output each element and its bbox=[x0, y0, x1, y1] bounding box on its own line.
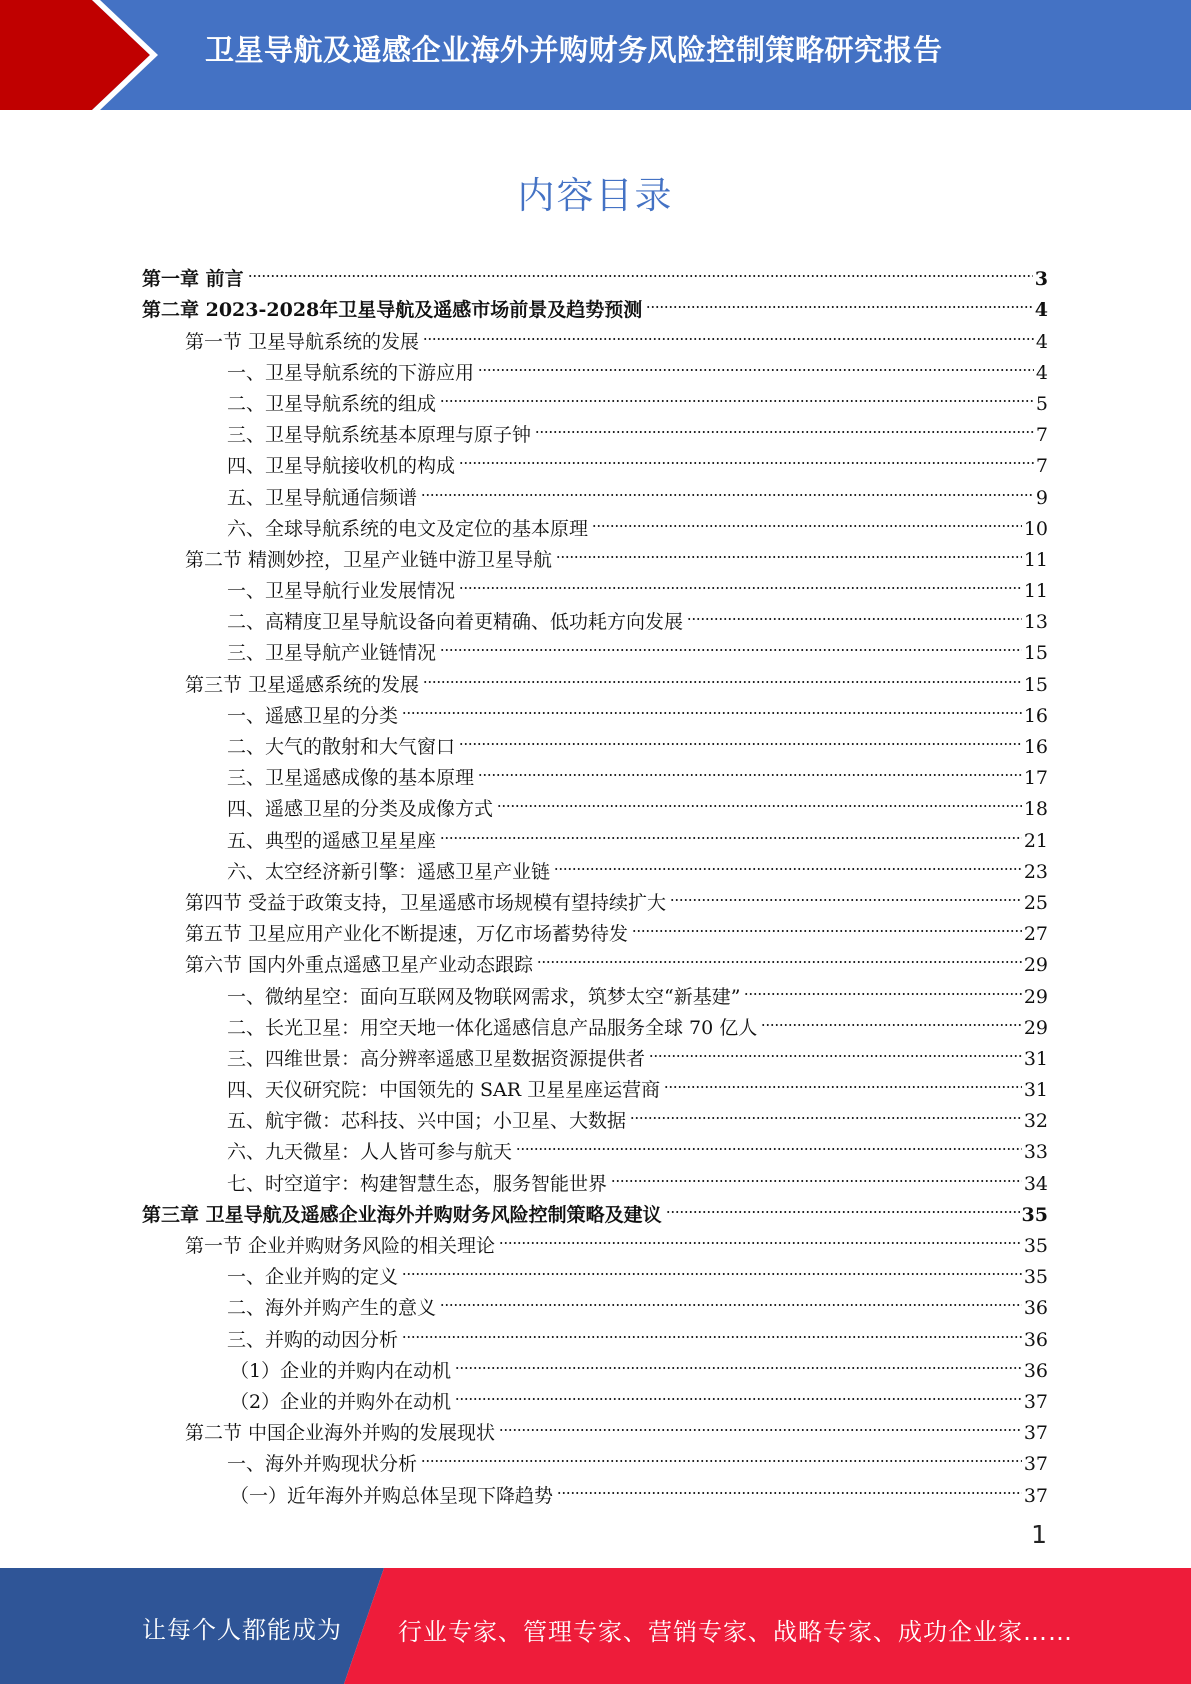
toc-entry-label: 六、全球导航系统的电文及定位的基本原理 bbox=[227, 517, 589, 540]
toc-entry-page: 4 bbox=[1035, 330, 1048, 353]
toc-entry-page: 3 bbox=[1034, 268, 1048, 291]
toc-dot-leader bbox=[455, 1346, 1022, 1377]
toc-entry-label: 第三章 卫星导航及遥感企业海外并购财务风险控制策略及建议 bbox=[142, 1203, 662, 1226]
toc-dot-leader bbox=[423, 316, 1034, 347]
toc-entry-label: 四、卫星导航接收机的构成 bbox=[227, 455, 456, 478]
toc-entry-page: 11 bbox=[1023, 548, 1048, 571]
toc-dot-leader bbox=[744, 971, 1021, 1002]
toc-entry-page: 4 bbox=[1035, 361, 1048, 384]
toc-entry-label: 第五节 卫星应用产业化不断提速，万亿市场蓄势待发 bbox=[185, 923, 629, 946]
toc-dot-leader bbox=[646, 285, 1033, 316]
toc-entry-label: 六、九天微星：人人皆可参与航天 bbox=[227, 1141, 513, 1164]
toc-entry-label: 六、太空经济新引擎：遥感卫星产业链 bbox=[227, 860, 551, 883]
toc-entry-label: 第六节 国内外重点遥感卫星产业动态跟踪 bbox=[185, 954, 534, 977]
toc-entry-label: 一、海外并购现状分析 bbox=[227, 1453, 418, 1476]
toc-entry[interactable] bbox=[142, 285, 1048, 322]
toc-entry-page: 17 bbox=[1023, 767, 1048, 790]
toc-entry-page: 15 bbox=[1023, 642, 1048, 665]
toc-dot-leader bbox=[440, 815, 1022, 846]
footer-slogan-right: 行业专家、管理专家、营销专家、战略专家、成功企业家…… bbox=[398, 1618, 1073, 1646]
toc-entry-label: 二、海外并购产生的意义 bbox=[227, 1297, 437, 1320]
toc-dot-leader bbox=[440, 379, 1034, 410]
toc-dot-leader bbox=[666, 1190, 1020, 1221]
toc-entry-page: 25 bbox=[1023, 891, 1048, 914]
toc-entry-page: 4 bbox=[1034, 299, 1048, 322]
toc-entry-label: 一、遥感卫星的分类 bbox=[227, 704, 399, 727]
toc-entry-label: 七、时空道宇：构建智慧生态，服务智能世界 bbox=[227, 1172, 608, 1195]
toc-entry-page: 16 bbox=[1023, 704, 1048, 727]
toc-entry-label: 二、高精度卫星导航设备向着更精确、低功耗方向发展 bbox=[227, 611, 684, 634]
toc-entry-label: 一、卫星导航系统的下游应用 bbox=[227, 361, 475, 384]
toc-entry-label: 第四节 受益于政策支持，卫星遥感市场规模有望持续扩大 bbox=[185, 891, 667, 914]
toc-entry-page: 34 bbox=[1023, 1172, 1048, 1195]
toc-entry-label: 一、卫星导航行业发展情况 bbox=[227, 580, 456, 603]
toc-entry[interactable] bbox=[142, 254, 1048, 291]
toc-entry-page: 35 bbox=[1021, 1203, 1048, 1226]
toc-dot-leader bbox=[421, 1439, 1022, 1470]
toc-dot-leader bbox=[632, 909, 1022, 940]
toc-entry-page: 36 bbox=[1023, 1297, 1048, 1320]
toc-dot-leader bbox=[497, 784, 1022, 815]
toc-entry-label: 二、长光卫星：用空天地一体化遥感信息产品服务全球 70 亿人 bbox=[227, 1016, 758, 1039]
toc-entry-label: 四、天仪研究院：中国领先的 SAR 卫星星座运营商 bbox=[227, 1079, 661, 1102]
toc-entry-page: 5 bbox=[1035, 392, 1048, 415]
toc-entry-label: 三、并购的动因分析 bbox=[227, 1328, 399, 1351]
toc-entry-label: （一）近年海外并购总体呈现下降趋势 bbox=[230, 1484, 554, 1507]
toc-entry-label: 第一章 前言 bbox=[142, 268, 244, 291]
toc-dot-leader bbox=[499, 1408, 1022, 1439]
toc-entry-label: 五、典型的遥感卫星星座 bbox=[227, 829, 437, 852]
toc-entry-page: 7 bbox=[1035, 455, 1048, 478]
toc-entry-page: 13 bbox=[1023, 611, 1048, 634]
toc-entry-page: 9 bbox=[1035, 486, 1048, 509]
toc-dot-leader bbox=[459, 441, 1034, 472]
toc-dot-leader bbox=[670, 878, 1022, 909]
toc-entry-label: 五、航宇微：芯科技、兴中国；小卫星、大数据 bbox=[227, 1110, 627, 1133]
toc-entry-label: 三、四维世景：高分辨率遥感卫星数据资源提供者 bbox=[227, 1047, 646, 1070]
toc-entry-page: 31 bbox=[1023, 1079, 1048, 1102]
toc-entry-label: 第一节 企业并购财务风险的相关理论 bbox=[185, 1235, 496, 1257]
toc-entry-label: 三、卫星导航系统基本原理与原子钟 bbox=[227, 424, 532, 447]
toc-entry-label: 第一节 卫星导航系统的发展 bbox=[185, 330, 420, 353]
toc-entry-label: 一、微纳星空：面向互联网及物联网需求，筑梦太空“新基建” bbox=[227, 985, 741, 1008]
toc-entry-label: （1）企业的并购内在动机 bbox=[230, 1359, 452, 1382]
toc-entry-label: 第三节 卫星遥感系统的发展 bbox=[185, 673, 420, 696]
toc-dot-leader bbox=[459, 566, 1022, 597]
toc-entry-label: 五、卫星导航通信频谱 bbox=[227, 486, 418, 509]
toc-dot-leader bbox=[440, 628, 1022, 659]
toc-entry-page: 29 bbox=[1023, 954, 1048, 977]
toc-entry-page: 16 bbox=[1023, 736, 1048, 758]
toc-entry-label: 二、大气的散射和大气窗口 bbox=[227, 736, 456, 758]
toc-dot-leader bbox=[664, 1065, 1022, 1096]
header-banner bbox=[0, 0, 1191, 110]
toc-entry-label: 第二章 2023-2028年卫星导航及遥感市场前景及趋势预测 bbox=[142, 299, 643, 322]
toc-dot-leader bbox=[687, 597, 1022, 628]
toc-dot-leader bbox=[455, 1377, 1022, 1408]
toc-entry-page: 29 bbox=[1023, 985, 1048, 1008]
toc-entry-label: 第二节 中国企业海外并购的发展现状 bbox=[185, 1422, 496, 1445]
toc-dot-leader bbox=[499, 1221, 1022, 1252]
toc-dot-leader bbox=[557, 1470, 1022, 1501]
toc-entry-page: 36 bbox=[1023, 1328, 1048, 1351]
toc-entry-page: 37 bbox=[1023, 1422, 1048, 1445]
toc-entry-page: 31 bbox=[1023, 1047, 1048, 1070]
toc-entry-page: 35 bbox=[1023, 1235, 1048, 1257]
toc-dot-leader bbox=[556, 535, 1022, 566]
toc-entry-page: 7 bbox=[1035, 424, 1048, 447]
toc-dot-leader bbox=[611, 1158, 1022, 1189]
toc-dot-leader bbox=[402, 1252, 1022, 1283]
toc-dot-leader bbox=[592, 504, 1022, 535]
report-title: 卫星导航及遥感企业海外并购财务风险控制策略研究报告 bbox=[205, 33, 943, 67]
toc-entry-page: 10 bbox=[1023, 517, 1048, 540]
toc-entry-page: 33 bbox=[1023, 1141, 1048, 1164]
toc-dot-leader bbox=[478, 753, 1022, 784]
toc-dot-leader bbox=[478, 348, 1034, 379]
toc-entry-label: 第二节 精测妙控，卫星产业链中游卫星导航 bbox=[185, 548, 553, 571]
toc-entry-page: 35 bbox=[1023, 1266, 1048, 1289]
page-number: 1 bbox=[1031, 1520, 1047, 1549]
toc-dot-leader bbox=[402, 691, 1022, 722]
toc-dot-leader bbox=[535, 410, 1034, 441]
toc-entry-page: 23 bbox=[1023, 860, 1048, 883]
toc-entry-label: 四、遥感卫星的分类及成像方式 bbox=[227, 798, 494, 821]
footer-slogan-left: 让每个人都能成为 bbox=[142, 1616, 342, 1644]
toc-entry-page: 36 bbox=[1023, 1359, 1048, 1382]
toc-entry-page: 15 bbox=[1023, 673, 1048, 696]
toc-dot-leader bbox=[248, 254, 1033, 285]
toc-entry-label: 三、卫星导航产业链情况 bbox=[227, 642, 437, 665]
toc-dot-leader bbox=[440, 1283, 1022, 1314]
toc-dot-leader bbox=[537, 940, 1022, 971]
toc-heading: 内容目录 bbox=[517, 174, 674, 217]
table-of-contents bbox=[142, 254, 1048, 1507]
toc-dot-leader bbox=[761, 1003, 1022, 1034]
toc-entry-label: 三、卫星遥感成像的基本原理 bbox=[227, 767, 475, 790]
toc-entry-page: 11 bbox=[1023, 580, 1048, 603]
toc-dot-leader bbox=[516, 1127, 1022, 1158]
toc-entry-page: 37 bbox=[1023, 1453, 1048, 1476]
toc-dot-leader bbox=[421, 472, 1034, 503]
toc-entry-page: 37 bbox=[1023, 1390, 1048, 1413]
toc-entry-page: 29 bbox=[1023, 1016, 1048, 1039]
toc-dot-leader bbox=[649, 1034, 1022, 1065]
toc-entry-label: 一、企业并购的定义 bbox=[227, 1266, 399, 1289]
toc-entry-page: 32 bbox=[1023, 1110, 1048, 1133]
toc-entry-page: 37 bbox=[1023, 1484, 1048, 1507]
toc-entry-label: （2）企业的并购外在动机 bbox=[230, 1390, 452, 1413]
toc-dot-leader bbox=[554, 847, 1022, 878]
toc-entry-label: 二、卫星导航系统的组成 bbox=[227, 392, 437, 415]
toc-entry-page: 21 bbox=[1023, 829, 1048, 852]
toc-entry-page: 18 bbox=[1023, 798, 1048, 821]
toc-dot-leader bbox=[459, 722, 1022, 753]
toc-dot-leader bbox=[402, 1314, 1022, 1345]
toc-entry-page: 27 bbox=[1023, 923, 1048, 946]
toc-dot-leader bbox=[423, 659, 1022, 690]
toc-dot-leader bbox=[630, 1096, 1022, 1127]
footer-banner bbox=[0, 1568, 1191, 1684]
